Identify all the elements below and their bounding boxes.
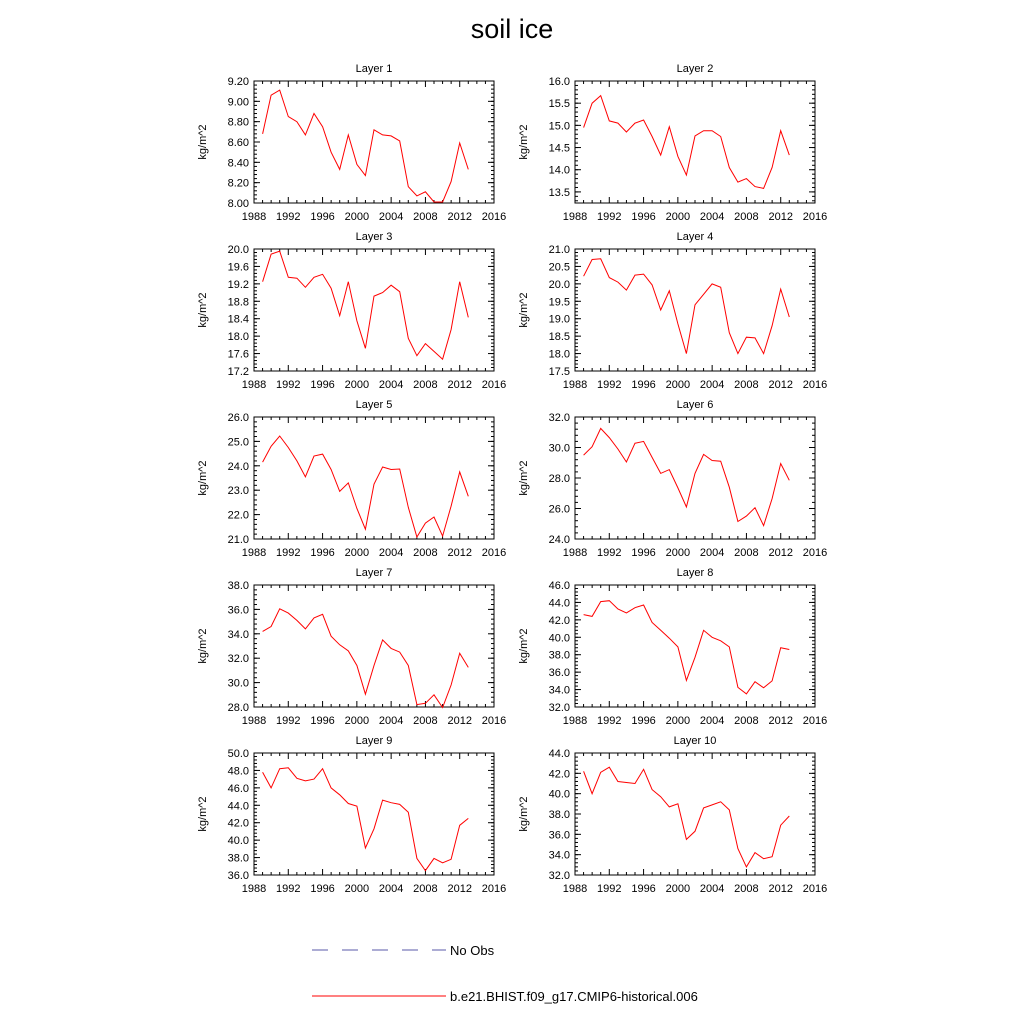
y-tick-label: 44.0 bbox=[548, 597, 570, 610]
y-tick-label: 16.0 bbox=[548, 76, 570, 88]
y-tick-label: 8.60 bbox=[227, 137, 249, 149]
panel-layer-2 bbox=[518, 63, 827, 223]
series-line-model bbox=[263, 436, 469, 537]
x-tick-label: 2000 bbox=[344, 547, 370, 559]
y-tick-label: 50.0 bbox=[227, 748, 249, 760]
panel-title: Layer 1 bbox=[355, 63, 393, 75]
x-tick-label: 1988 bbox=[562, 715, 588, 727]
x-tick-label: 1996 bbox=[631, 883, 656, 895]
x-tick-label: 2012 bbox=[447, 547, 472, 559]
y-tick-label: 32.0 bbox=[548, 412, 570, 424]
y-tick-label: 38.0 bbox=[548, 649, 570, 662]
x-tick-label: 1996 bbox=[631, 715, 656, 727]
panel-title: Layer 5 bbox=[355, 399, 393, 411]
x-tick-label: 1988 bbox=[241, 379, 267, 391]
y-tick-label: 36.0 bbox=[227, 604, 249, 617]
series-line-model bbox=[584, 601, 790, 694]
x-tick-label: 2004 bbox=[378, 715, 404, 727]
series-line-model bbox=[584, 767, 790, 867]
y-axis-label: kg/m^2 bbox=[197, 460, 209, 496]
x-tick-label: 1996 bbox=[310, 883, 335, 895]
x-tick-label: 1996 bbox=[310, 715, 335, 727]
x-tick-label: 2000 bbox=[665, 883, 691, 895]
legend-obs-label: No Obs bbox=[450, 943, 495, 958]
y-tick-label: 36.0 bbox=[227, 870, 249, 882]
x-tick-label: 1992 bbox=[276, 883, 301, 895]
y-tick-label: 19.5 bbox=[548, 296, 570, 309]
x-tick-label: 2004 bbox=[378, 211, 404, 223]
y-tick-label: 28.0 bbox=[227, 702, 249, 714]
series-line-model bbox=[584, 96, 790, 189]
y-tick-label: 36.0 bbox=[548, 829, 570, 842]
y-tick-label: 42.0 bbox=[227, 817, 249, 830]
x-tick-label: 1996 bbox=[631, 379, 656, 391]
y-axis-label: kg/m^2 bbox=[518, 124, 530, 160]
x-tick-label: 2016 bbox=[481, 211, 507, 223]
y-tick-label: 30.0 bbox=[548, 442, 570, 455]
panel-layer-8 bbox=[518, 567, 827, 727]
y-tick-label: 40.0 bbox=[227, 835, 249, 848]
y-tick-label: 14.0 bbox=[548, 164, 570, 177]
y-tick-label: 28.0 bbox=[548, 473, 570, 485]
plot-frame bbox=[254, 249, 494, 371]
x-tick-label: 2008 bbox=[413, 547, 438, 559]
y-tick-label: 30.0 bbox=[227, 677, 249, 690]
x-tick-label: 2016 bbox=[481, 379, 507, 391]
x-tick-label: 1992 bbox=[276, 379, 301, 391]
legend bbox=[312, 943, 698, 1004]
x-tick-label: 1992 bbox=[276, 715, 301, 727]
y-tick-label: 24.0 bbox=[227, 460, 249, 473]
x-tick-label: 2012 bbox=[768, 547, 793, 559]
y-tick-label: 20.0 bbox=[548, 278, 570, 291]
y-tick-label: 26.0 bbox=[548, 503, 570, 516]
y-tick-label: 17.6 bbox=[227, 348, 249, 361]
y-tick-label: 38.0 bbox=[227, 580, 249, 592]
x-tick-label: 2004 bbox=[378, 379, 404, 391]
y-tick-label: 32.0 bbox=[227, 653, 249, 666]
panel-layer-5 bbox=[197, 399, 506, 559]
plot-frame bbox=[575, 417, 815, 539]
x-tick-label: 2016 bbox=[481, 715, 507, 727]
plot-frame bbox=[254, 585, 494, 707]
y-tick-label: 23.0 bbox=[227, 485, 249, 498]
y-tick-label: 17.2 bbox=[227, 366, 249, 378]
x-tick-label: 2000 bbox=[344, 715, 370, 727]
y-axis-label: kg/m^2 bbox=[518, 796, 530, 832]
x-tick-label: 1992 bbox=[597, 211, 622, 223]
x-tick-label: 2008 bbox=[734, 883, 759, 895]
x-tick-label: 2012 bbox=[768, 379, 793, 391]
x-tick-label: 2004 bbox=[699, 715, 725, 727]
y-tick-label: 19.2 bbox=[227, 278, 249, 291]
series-line-model bbox=[584, 428, 790, 525]
x-tick-label: 1996 bbox=[631, 547, 656, 559]
y-tick-label: 20.0 bbox=[227, 244, 249, 256]
y-tick-label: 22.0 bbox=[227, 509, 249, 522]
y-axis-label: kg/m^2 bbox=[197, 292, 209, 328]
panel-layer-1 bbox=[197, 63, 506, 223]
x-tick-label: 1992 bbox=[597, 379, 622, 391]
x-tick-label: 2004 bbox=[699, 883, 725, 895]
x-tick-label: 2016 bbox=[802, 715, 828, 727]
y-axis-label: kg/m^2 bbox=[518, 628, 530, 664]
y-tick-label: 32.0 bbox=[548, 870, 570, 882]
x-tick-label: 2000 bbox=[344, 379, 370, 391]
x-tick-label: 2008 bbox=[413, 211, 438, 223]
y-tick-label: 17.5 bbox=[548, 366, 570, 378]
panel-title: Layer 7 bbox=[355, 567, 393, 579]
y-tick-label: 8.40 bbox=[227, 157, 249, 170]
y-tick-label: 26.0 bbox=[227, 412, 249, 424]
y-tick-label: 36.0 bbox=[548, 667, 570, 680]
x-tick-label: 2012 bbox=[447, 379, 472, 391]
y-axis-label: kg/m^2 bbox=[518, 292, 530, 328]
panel-title: Layer 10 bbox=[673, 735, 717, 747]
plot-frame bbox=[575, 81, 815, 203]
x-tick-label: 1992 bbox=[597, 547, 622, 559]
y-axis-label: kg/m^2 bbox=[197, 124, 209, 160]
y-tick-label: 9.00 bbox=[227, 96, 249, 109]
y-tick-label: 24.0 bbox=[548, 534, 570, 546]
plot-frame bbox=[254, 81, 494, 203]
x-tick-label: 2016 bbox=[802, 883, 828, 895]
y-tick-label: 38.0 bbox=[548, 809, 570, 821]
y-axis-label: kg/m^2 bbox=[197, 628, 209, 664]
x-tick-label: 1992 bbox=[276, 211, 301, 223]
y-tick-label: 18.4 bbox=[227, 313, 249, 326]
x-tick-label: 2012 bbox=[768, 883, 793, 895]
panels-group bbox=[197, 63, 827, 895]
series-line-model bbox=[263, 251, 469, 359]
x-tick-label: 2000 bbox=[344, 883, 370, 895]
x-tick-label: 2000 bbox=[344, 211, 370, 223]
y-tick-label: 18.8 bbox=[227, 296, 249, 309]
y-tick-label: 40.0 bbox=[548, 788, 570, 801]
y-tick-label: 38.0 bbox=[227, 852, 249, 865]
x-tick-label: 2000 bbox=[665, 379, 691, 391]
y-tick-label: 34.0 bbox=[548, 684, 570, 697]
series-line-model bbox=[263, 609, 469, 708]
y-tick-label: 21.0 bbox=[548, 244, 570, 256]
series-line-model bbox=[263, 90, 469, 202]
page-title: soil ice bbox=[470, 14, 554, 44]
y-axis-label: kg/m^2 bbox=[197, 796, 209, 832]
y-tick-label: 18.5 bbox=[548, 331, 570, 344]
x-tick-label: 1988 bbox=[241, 715, 267, 727]
plot-frame bbox=[575, 585, 815, 707]
plot-frame bbox=[254, 753, 494, 875]
x-tick-label: 2008 bbox=[734, 211, 759, 223]
panel-title: Layer 2 bbox=[676, 63, 714, 75]
y-tick-label: 8.20 bbox=[227, 177, 249, 190]
x-tick-label: 2004 bbox=[378, 547, 404, 559]
y-tick-label: 40.0 bbox=[548, 632, 570, 645]
y-tick-label: 44.0 bbox=[227, 800, 249, 813]
x-tick-label: 1992 bbox=[597, 715, 622, 727]
panel-layer-4 bbox=[518, 231, 827, 391]
y-tick-label: 8.00 bbox=[227, 198, 249, 210]
x-tick-label: 2016 bbox=[802, 379, 828, 391]
y-tick-label: 19.0 bbox=[548, 313, 570, 326]
x-tick-label: 1996 bbox=[631, 211, 656, 223]
series-line-model bbox=[584, 259, 790, 354]
x-tick-label: 2000 bbox=[665, 715, 691, 727]
x-tick-label: 1988 bbox=[241, 883, 267, 895]
y-tick-label: 21.0 bbox=[227, 534, 249, 546]
x-tick-label: 1988 bbox=[562, 547, 588, 559]
panel-layer-9 bbox=[197, 735, 506, 895]
y-tick-label: 15.5 bbox=[548, 98, 570, 111]
y-tick-label: 42.0 bbox=[548, 614, 570, 627]
x-tick-label: 2016 bbox=[481, 883, 507, 895]
y-tick-label: 18.0 bbox=[548, 348, 570, 361]
panel-title: Layer 3 bbox=[355, 231, 393, 243]
y-tick-label: 15.0 bbox=[548, 120, 570, 133]
x-tick-label: 2004 bbox=[378, 883, 404, 895]
x-tick-label: 2008 bbox=[734, 547, 759, 559]
y-tick-label: 46.0 bbox=[227, 782, 249, 795]
x-tick-label: 1996 bbox=[310, 211, 335, 223]
x-tick-label: 2004 bbox=[699, 211, 725, 223]
x-tick-label: 2016 bbox=[802, 211, 828, 223]
x-tick-label: 1988 bbox=[241, 211, 267, 223]
x-tick-label: 2004 bbox=[699, 547, 725, 559]
x-tick-label: 1988 bbox=[562, 211, 588, 223]
y-tick-label: 14.5 bbox=[548, 142, 570, 155]
x-tick-label: 2016 bbox=[481, 547, 507, 559]
x-tick-label: 2008 bbox=[734, 715, 759, 727]
x-tick-label: 2008 bbox=[413, 715, 438, 727]
x-tick-label: 2000 bbox=[665, 547, 691, 559]
y-tick-label: 46.0 bbox=[548, 580, 570, 592]
panel-title: Layer 6 bbox=[676, 399, 714, 411]
y-tick-label: 20.5 bbox=[548, 261, 570, 274]
plot-frame bbox=[575, 249, 815, 371]
x-tick-label: 2012 bbox=[768, 715, 793, 727]
panel-title: Layer 4 bbox=[676, 231, 714, 243]
x-tick-label: 1992 bbox=[597, 883, 622, 895]
x-tick-label: 2012 bbox=[447, 715, 472, 727]
y-tick-label: 32.0 bbox=[548, 702, 570, 714]
x-tick-label: 2008 bbox=[734, 379, 759, 391]
y-axis-label: kg/m^2 bbox=[518, 460, 530, 496]
panel-layer-10 bbox=[518, 735, 827, 895]
y-tick-label: 9.20 bbox=[227, 76, 249, 88]
y-tick-label: 48.0 bbox=[227, 765, 249, 778]
x-tick-label: 2008 bbox=[413, 883, 438, 895]
y-tick-label: 34.0 bbox=[227, 628, 249, 641]
plot-frame bbox=[575, 753, 815, 875]
series-line-model bbox=[263, 768, 469, 871]
x-tick-label: 2012 bbox=[447, 211, 472, 223]
y-tick-label: 18.0 bbox=[227, 331, 249, 344]
panel-title: Layer 8 bbox=[676, 567, 714, 579]
panel-layer-6 bbox=[518, 399, 827, 559]
x-tick-label: 2000 bbox=[665, 211, 691, 223]
x-tick-label: 2016 bbox=[802, 547, 828, 559]
y-tick-label: 8.80 bbox=[227, 116, 249, 129]
x-tick-label: 1996 bbox=[310, 547, 335, 559]
panel-layer-3 bbox=[197, 231, 506, 391]
y-tick-label: 42.0 bbox=[548, 768, 570, 781]
legend-model-label: b.e21.BHIST.f09_g17.CMIP6-historical.006 bbox=[450, 989, 698, 1004]
x-tick-label: 1988 bbox=[562, 883, 588, 895]
y-tick-label: 34.0 bbox=[548, 849, 570, 862]
y-tick-label: 13.5 bbox=[548, 186, 570, 199]
x-tick-label: 1992 bbox=[276, 547, 301, 559]
x-tick-label: 1988 bbox=[562, 379, 588, 391]
x-tick-label: 1996 bbox=[310, 379, 335, 391]
x-tick-label: 2012 bbox=[768, 211, 793, 223]
panel-title: Layer 9 bbox=[355, 735, 393, 747]
x-tick-label: 2004 bbox=[699, 379, 725, 391]
x-tick-label: 2008 bbox=[413, 379, 438, 391]
x-tick-label: 2012 bbox=[447, 883, 472, 895]
y-tick-label: 25.0 bbox=[227, 436, 249, 449]
y-tick-label: 19.6 bbox=[227, 261, 249, 274]
y-tick-label: 44.0 bbox=[548, 748, 570, 760]
panel-layer-7 bbox=[197, 567, 506, 727]
x-tick-label: 1988 bbox=[241, 547, 267, 559]
